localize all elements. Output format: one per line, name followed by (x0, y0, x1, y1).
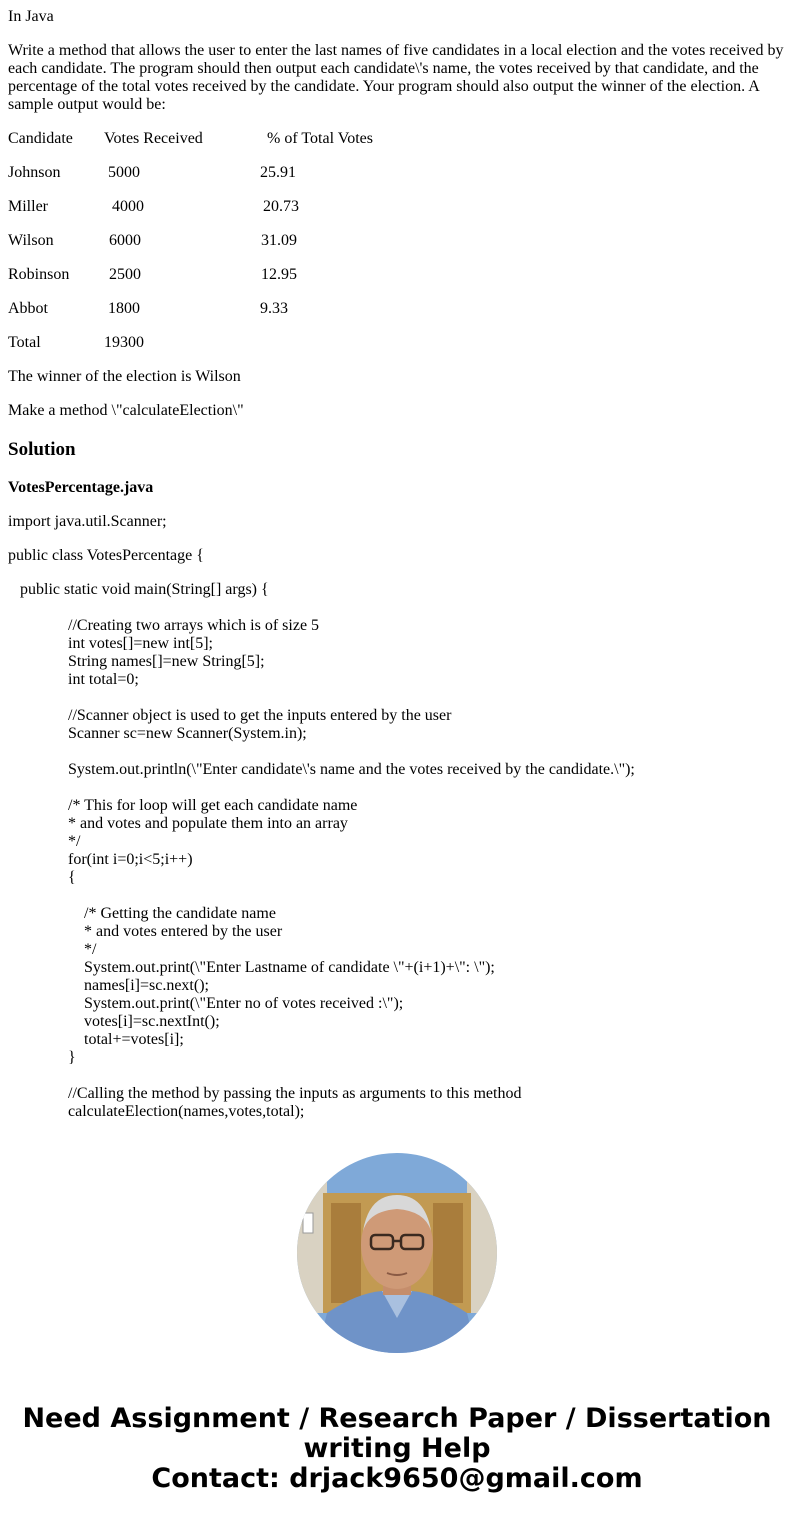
code-line: int votes[]=new int[5]; (68, 635, 213, 652)
code-line: */ (68, 833, 81, 850)
code-line (68, 779, 635, 797)
candidate-votes: 6000 (109, 232, 141, 249)
header-candidate: Candidate (8, 130, 73, 147)
code-line: calculateElection(names,votes,total); (68, 1103, 305, 1120)
candidate-percent: 31.09 (261, 232, 297, 249)
code-block (68, 617, 635, 1121)
candidate-percent: 9.33 (260, 300, 288, 317)
code-line: total+=votes[i]; (68, 1031, 184, 1048)
header-percent: % of Total Votes (267, 130, 373, 147)
header-votes: Votes Received (104, 130, 203, 147)
promo-line-2: writing Help (303, 1433, 491, 1464)
code-line: for(int i=0;i<5;i++) (68, 851, 193, 868)
candidate-name: Abbot (8, 300, 48, 317)
main-method-line: public static void main(String[] args) { (20, 581, 269, 598)
code-line: /* This for loop will get each candidate name (68, 797, 358, 814)
code-line: { (68, 869, 76, 886)
code-line: System.out.println(\"Enter candidate\'s name and the votes received by the candidate.\"); (68, 761, 635, 778)
candidate-name: Wilson (8, 232, 54, 249)
candidate-name: Miller (8, 198, 48, 215)
candidate-votes: 5000 (108, 164, 140, 181)
code-line: */ (68, 941, 97, 958)
question-intro: In Java (8, 8, 54, 25)
author-photo (297, 1153, 497, 1353)
candidate-percent: 12.95 (261, 266, 297, 283)
question-body: Write a method that allows the user to enter the last names of five candidates in a local election and the votes received by each candidate. The program should then output each candidate\'s name, the votes received by that candidate, and the percentage of the total votes received by the candidate. Your program should also output the winner of the election. A sample output would be: (8, 42, 784, 113)
candidate-name: Robinson (8, 266, 70, 283)
candidate-votes: 4000 (112, 198, 144, 215)
import-line: import java.util.Scanner; (8, 513, 167, 530)
code-line: System.out.print(\"Enter Lastname of candidate \"+(i+1)+\": \"); (68, 959, 495, 976)
code-line (68, 689, 635, 707)
code-line: int total=0; (68, 671, 139, 688)
method-line: Make a method \"calculateElection\" (8, 402, 244, 419)
code-line: names[i]=sc.next(); (68, 977, 209, 994)
winner-line: The winner of the election is Wilson (8, 368, 241, 385)
promo-contact: Contact: drjack9650@gmail.com (151, 1463, 643, 1494)
code-line (68, 887, 635, 905)
code-line: String names[]=new String[5]; (68, 653, 265, 670)
code-line: * and votes entered by the user (68, 923, 283, 940)
code-line: /* Getting the candidate name (68, 905, 276, 922)
code-line (68, 743, 635, 761)
code-line: Scanner sc=new Scanner(System.in); (68, 725, 307, 742)
code-line: //Creating two arrays which is of size 5 (68, 617, 320, 634)
code-line: //Calling the method by passing the inputs as arguments to this method (68, 1085, 522, 1102)
candidate-votes: 2500 (109, 266, 141, 283)
class-line: public class VotesPercentage { (8, 547, 204, 564)
code-line (68, 1067, 635, 1085)
total-value: 19300 (104, 334, 144, 351)
code-line: } (68, 1049, 76, 1066)
promo-line-1: Need Assignment / Research Paper / Dissertation (22, 1403, 772, 1434)
solution-filename: VotesPercentage.java (8, 479, 154, 496)
candidate-percent: 25.91 (260, 164, 296, 181)
candidate-name: Johnson (8, 164, 61, 181)
solution-heading: Solution (8, 439, 76, 460)
code-line: System.out.print(\"Enter no of votes received :\"); (68, 995, 404, 1012)
candidate-votes: 1800 (108, 300, 140, 317)
total-label: Total (8, 334, 41, 351)
code-line: //Scanner object is used to get the inputs entered by the user (68, 707, 452, 724)
candidate-percent: 20.73 (263, 198, 299, 215)
code-line: votes[i]=sc.nextInt(); (68, 1013, 220, 1030)
avatar (297, 1153, 497, 1353)
code-line: * and votes and populate them into an array (68, 815, 348, 832)
